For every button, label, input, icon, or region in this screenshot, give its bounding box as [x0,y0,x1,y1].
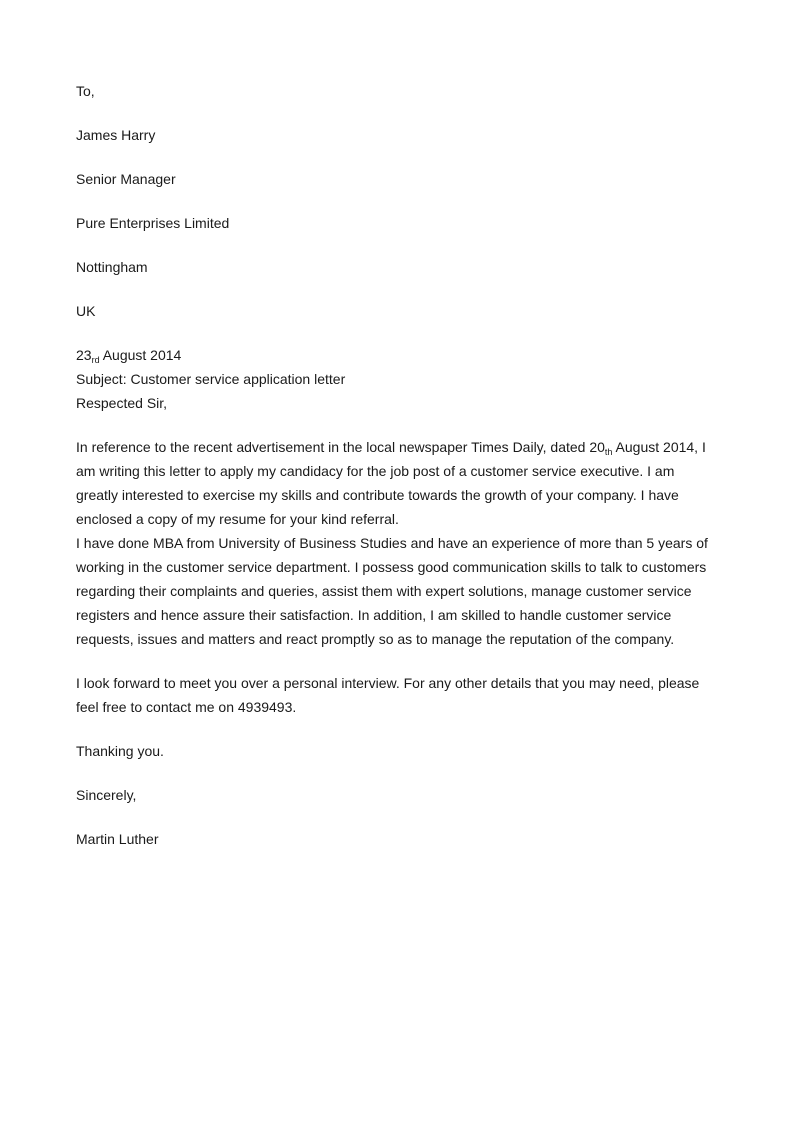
paragraph-text: August 2014, I [612,439,706,455]
recipient-name: James Harry [76,127,156,143]
paragraph-line: I have done MBA from University of Business Studies and have an experience of more than 5 years of [76,535,708,551]
to-line: To, [76,83,95,99]
recipient-company: Pure Enterprises Limited [76,215,230,231]
paragraph-line: feel free to contact me on 4939493. [76,699,297,715]
paragraph-line [76,438,716,456]
subject-line: Subject: Customer service application letter [76,371,346,387]
date-day: 23 [76,347,92,363]
date-rest: August 2014 [99,347,182,363]
ordinal-suffix: th [604,447,613,457]
paragraph-line: enclosed a copy of my resume for your kind referral. [76,511,399,527]
recipient-country: UK [76,303,96,319]
paragraph-line: I look forward to meet you over a personal interview. For any other details that you may need, please [76,675,700,691]
date-suffix: rd [91,355,100,365]
greeting: Respected Sir, [76,395,168,411]
paragraph-line: greatly interested to exercise my skills and contribute towards the growth of your company. I have [76,487,679,503]
paragraph-text: In reference to the recent advertisement in the local newspaper Times Daily, dated 20 [76,439,605,455]
thanks-line: Thanking you. [76,743,164,759]
closing-line: Sincerely, [76,787,137,803]
paragraph-line: am writing this letter to apply my candidacy for the job post of a customer service executive. I am [76,463,675,479]
signature-name: Martin Luther [76,831,159,847]
paragraph-line: regarding their complaints and queries, assist them with expert solutions, manage customer service [76,583,692,599]
paragraph-line: working in the customer service department. I possess good communication skills to talk to customers [76,559,707,575]
paragraph-line: registers and hence assure their satisfaction. In addition, I am skilled to handle customer service [76,607,672,623]
paragraph-line: requests, issues and matters and react promptly so as to manage the reputation of the company. [76,631,675,647]
recipient-title: Senior Manager [76,171,176,187]
recipient-city: Nottingham [76,259,148,275]
letter-date [76,346,181,364]
